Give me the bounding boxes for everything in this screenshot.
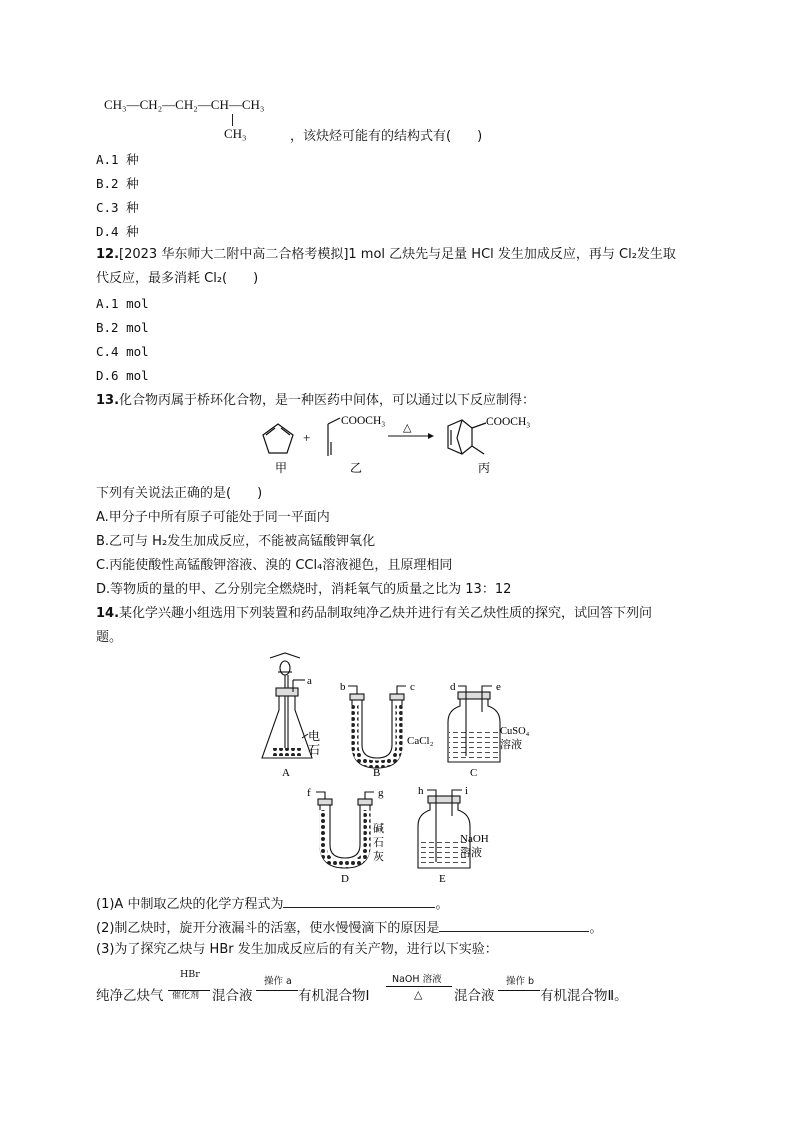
- branch-formula: CH₃: [224, 126, 247, 141]
- reagent-d-1: 碱: [373, 823, 384, 835]
- plus-sign: +: [303, 430, 311, 445]
- reagent-c-line2: 溶液: [500, 739, 522, 751]
- port-d: d: [450, 681, 456, 693]
- reagent-a-line1: 电: [308, 729, 321, 743]
- label-c: C: [470, 767, 478, 779]
- reagent-c-line1: CuSO₄: [500, 726, 530, 737]
- q13-option-a: A.甲分子中所有原子可能处于同一平面内: [96, 510, 330, 525]
- port-h: h: [418, 785, 424, 797]
- port-e: e: [496, 681, 501, 693]
- arrow4-top: 操作 b: [506, 976, 535, 987]
- q14-stem-text: 某化学兴趣小组选用下列装置和药品制取纯净乙炔并进行有关乙炔性质的探究，试回答下列问: [119, 606, 653, 621]
- reaction-scheme: [250, 410, 550, 480]
- flow-start: 纯净乙炔气: [96, 988, 164, 1004]
- reagent-group: COOCH₃: [341, 415, 386, 427]
- answer-blank-2[interactable]: [439, 917, 589, 932]
- q11-option-d: D.4 种: [96, 224, 139, 239]
- q13-stem-text: 化合物丙属于桥环化合物，是一种医药中间体，可以通过以下反应制得：: [119, 393, 536, 408]
- q12-option-b: B.2 mol: [96, 320, 149, 335]
- q14-sub2-text: (2)制乙炔时，旋开分液漏斗的活塞，使水慢慢滴下的原因是: [96, 921, 440, 936]
- q14-sub2-end: 。: [589, 921, 603, 936]
- port-b: b: [340, 681, 346, 693]
- q11-question: ，该炔烃可能有的结构式有( ): [290, 129, 483, 144]
- reagent-b: CaCl₂: [407, 735, 434, 747]
- q14-number: 14.: [96, 606, 120, 621]
- apparatus-a: [262, 653, 312, 758]
- q11-option-b: B.2 种: [96, 176, 139, 191]
- arrow1-bottom: 催化剂: [172, 991, 200, 1001]
- q14-sub1-end: 。: [435, 897, 449, 912]
- reagent-e-line1: NaOH: [460, 833, 489, 845]
- apparatus-c: [448, 686, 500, 762]
- reagent-d-3: 灰: [373, 851, 384, 863]
- q12-stem-line2: 代反应，最多消耗 Cl₂( ): [96, 271, 259, 286]
- q14-sub1-text: (1)A 中制取乙炔的化学方程式为: [96, 897, 284, 912]
- apparatus-figure: [260, 650, 550, 890]
- q13-option-d: D.等物质的量的甲、乙分别完全燃烧时，消耗氧气的质量之比为 13：12: [96, 582, 512, 597]
- q12-stem-text: [2023 华东师大二附中高二合格考模拟]1 mol 乙炔先与足量 HCl 发生加成反应，再与 Cl₂发生取: [119, 247, 676, 262]
- q13-option-c: C.丙能使酸性高锰酸钾溶液、溴的 CCl₄溶液褪色，且原理相同: [96, 558, 453, 573]
- cyclopentadiene-structure: [263, 424, 293, 453]
- arrow1-top: HBr: [180, 969, 200, 980]
- q13-prompt: 下列有关说法正确的是( ): [96, 486, 263, 501]
- methyl-acrylate-structure: [328, 418, 340, 456]
- q14-stem-line1: [96, 605, 652, 623]
- product-group: COOCH₃: [486, 416, 531, 428]
- q12-stem-line1: [96, 246, 676, 264]
- q13-option-b: B.乙可与 H₂发生加成反应，不能被高锰酸钾氧化: [96, 534, 376, 549]
- flow-mid-2: 有机混合物Ⅰ: [298, 988, 370, 1004]
- port-a: a: [307, 675, 312, 687]
- apparatus-b: [348, 686, 406, 768]
- answer-blank-1[interactable]: [283, 893, 435, 908]
- flow-arrow-2: [256, 990, 298, 991]
- port-c: c: [410, 681, 415, 693]
- flow-end: 有机混合物Ⅱ。: [540, 988, 628, 1004]
- flow-mid-3: 混合液: [454, 988, 495, 1004]
- bicyclic-product-structure: [448, 420, 486, 454]
- port-i: i: [465, 785, 469, 797]
- apparatus-d: [316, 792, 374, 868]
- flow-arrow-4: [498, 990, 540, 991]
- arrow2-top: 操作 a: [264, 976, 292, 987]
- process-flow: [96, 966, 656, 1006]
- arrow3-top: NaOH 溶液: [392, 974, 442, 985]
- q12-option-c: C.4 mol: [96, 344, 149, 359]
- q14-sub1: [96, 893, 448, 914]
- reagent-a-line2: 石: [308, 743, 321, 757]
- reaction-arrowhead: [428, 433, 434, 439]
- q12-option-d: D.6 mol: [96, 368, 149, 383]
- port-g: g: [378, 787, 384, 799]
- q14-stem-line2: 题。: [96, 630, 123, 645]
- arrow3-bottom: △: [414, 988, 423, 1001]
- flow-arrow-3: [386, 986, 452, 987]
- label-d: D: [341, 873, 349, 885]
- reagent-d-2: 石: [373, 837, 384, 849]
- label-jia: 甲: [275, 461, 288, 475]
- q11-option-a: A.1 种: [96, 152, 139, 167]
- q12-number: 12.: [96, 247, 120, 262]
- reagent-e-line2: 溶液: [460, 847, 482, 859]
- label-b: B: [373, 767, 381, 779]
- label-a: A: [282, 767, 290, 779]
- label-bing: 丙: [478, 461, 491, 475]
- label-yi: 乙: [350, 461, 363, 475]
- branch-bond: [232, 114, 233, 126]
- label-e: E: [439, 873, 446, 885]
- q13-stem: [96, 392, 535, 410]
- flow-mid-1: 混合液: [212, 988, 253, 1004]
- q11-option-c: C.3 种: [96, 200, 139, 215]
- port-f: f: [307, 787, 311, 799]
- heat-condition: △: [403, 422, 412, 434]
- chain-formula: CH₃—CH₂—CH₂—CH—CH₃: [104, 97, 265, 112]
- q14-sub3: (3)为了探究乙炔与 HBr 发生加成反应后的有关产物，进行以下实验：: [96, 942, 498, 957]
- q12-option-a: A.1 mol: [96, 296, 149, 311]
- q13-number: 13.: [96, 393, 120, 408]
- q14-sub2: [96, 917, 602, 938]
